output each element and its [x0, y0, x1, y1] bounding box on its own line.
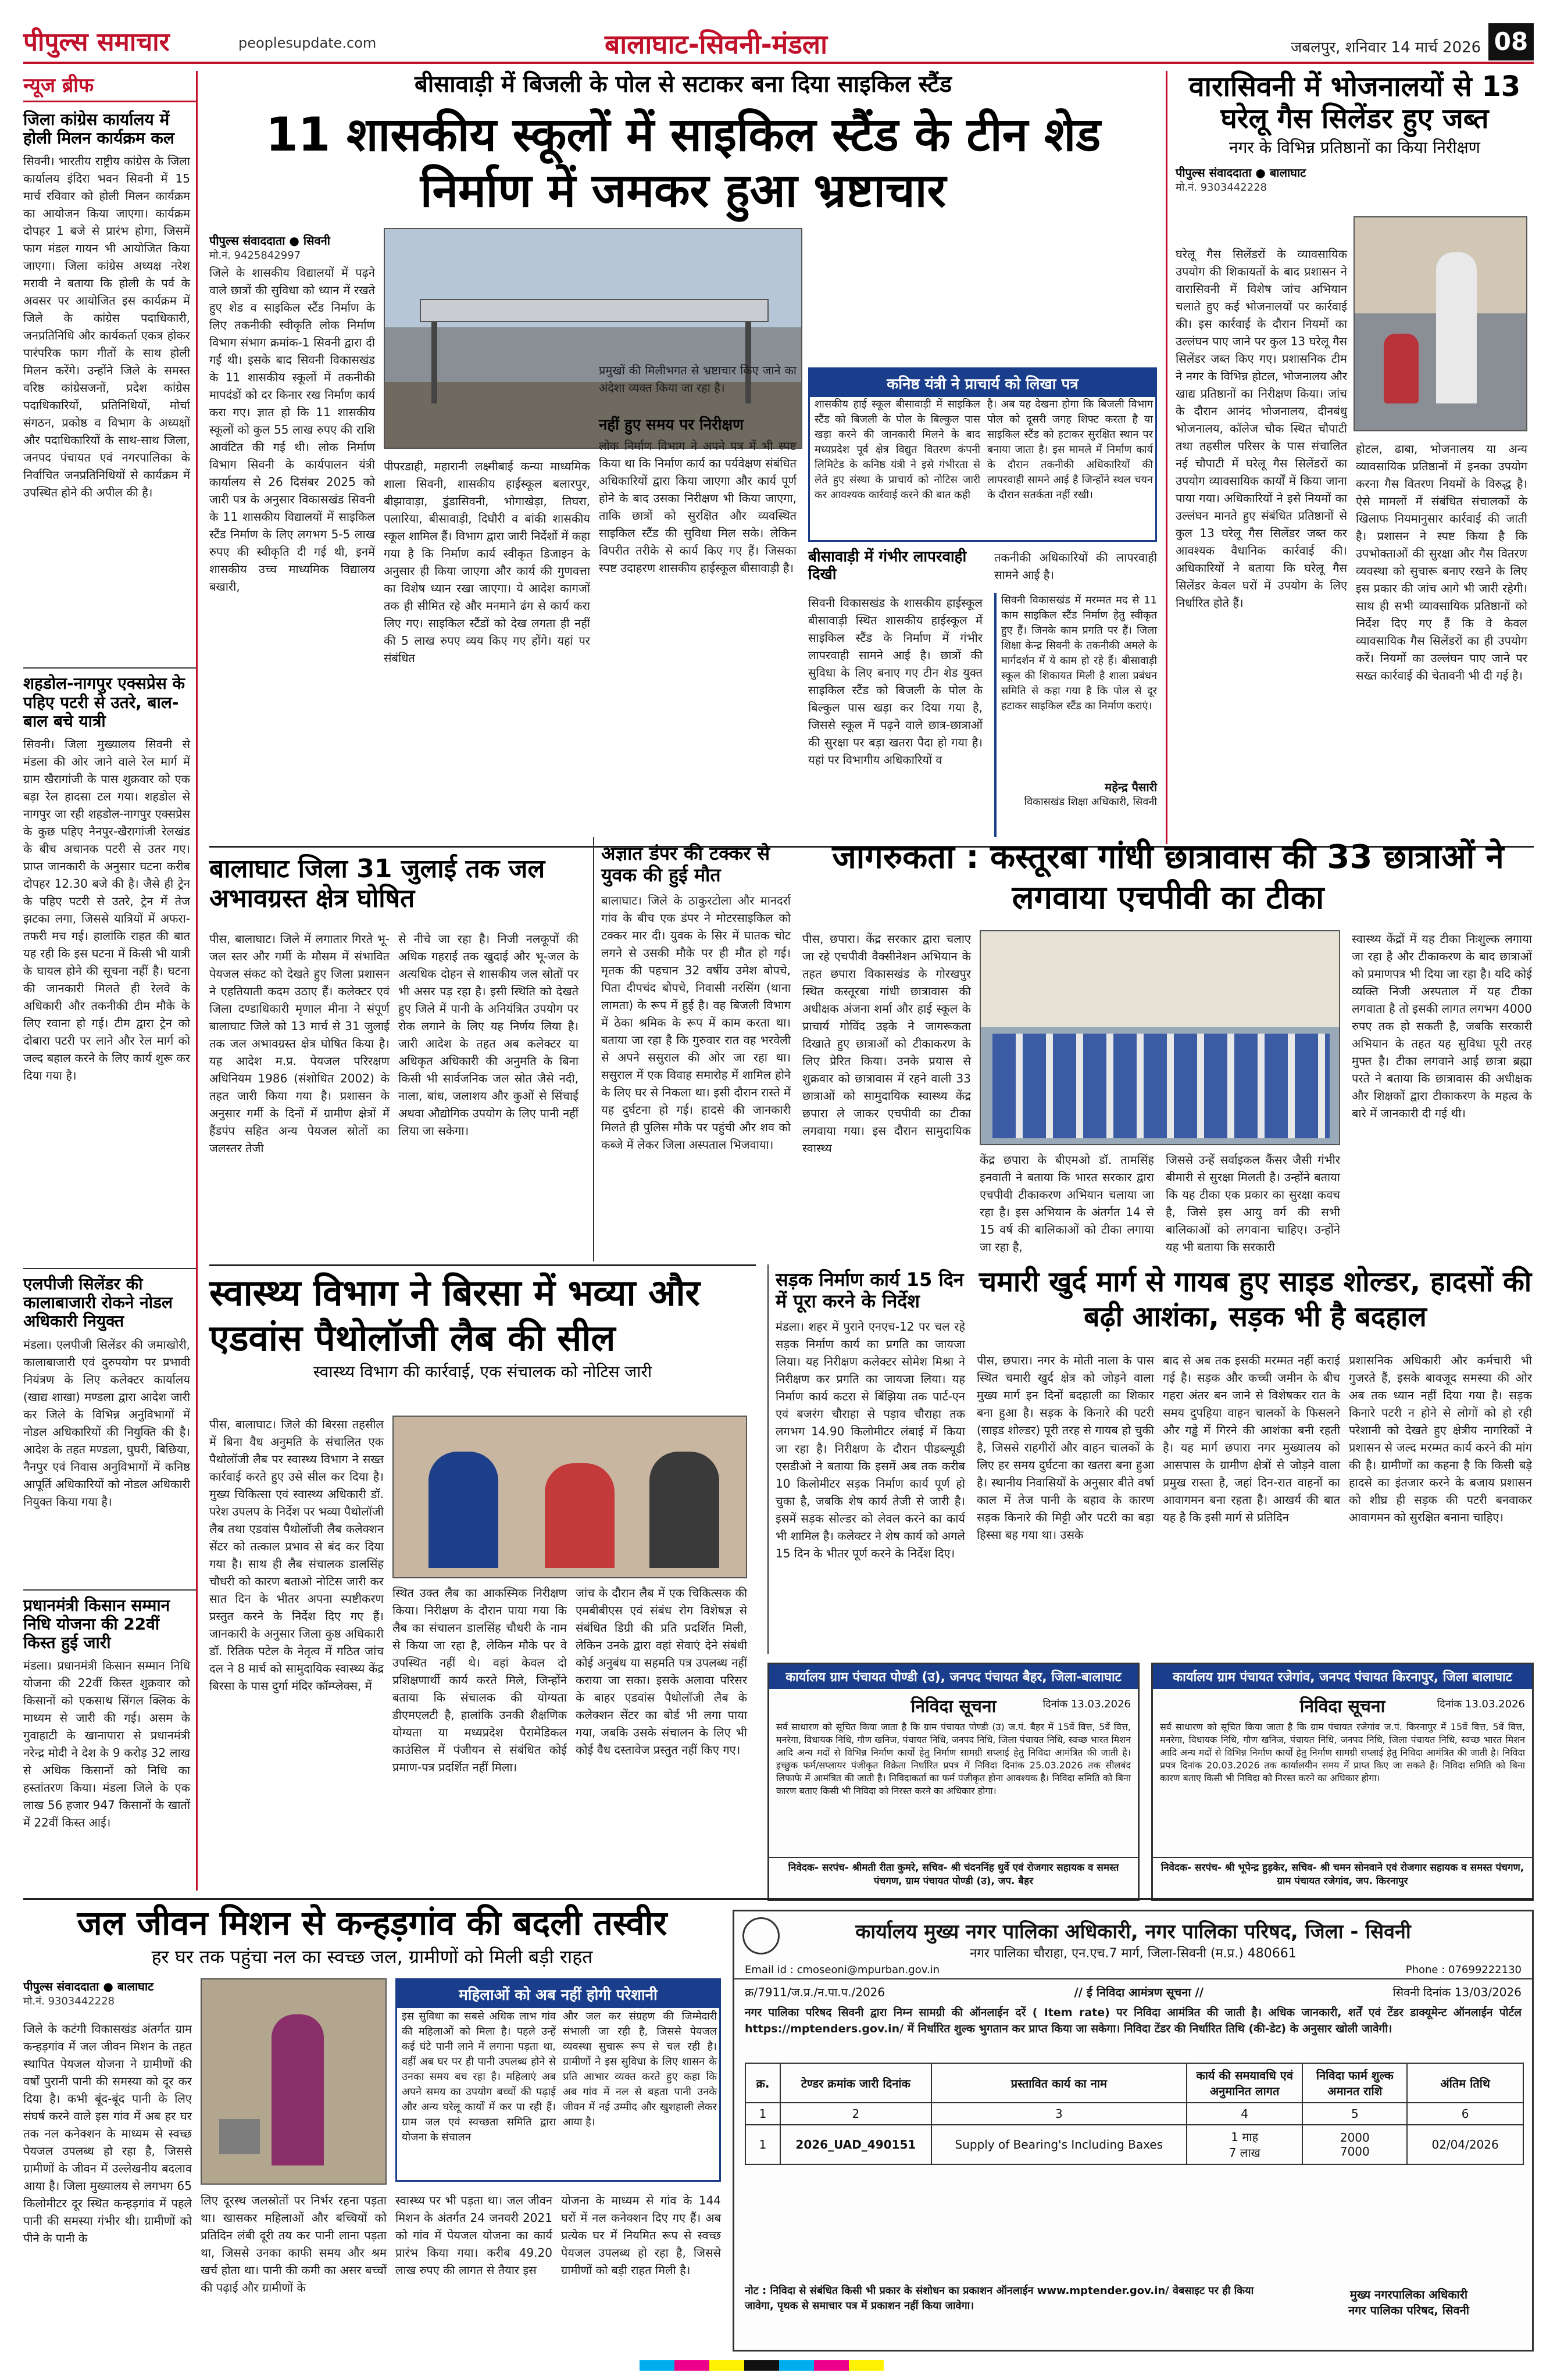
story9-photo — [201, 1978, 387, 2185]
quote-text: सिवनी विकासखंड में मरम्मत मद से 11 काम साइकिल स्टैंड निर्माण हेतु स्वीकृत हुए हैं। जिनके काम प्रगति पर हैं। जिला शिक्षा केन्द्र सिवनी के तकनीकी अमले के मार्गदर्शन में ये काम हो रहे हैं। बीसावाड़ी स्कूल की शिकायत मिली है शाला प्रबंधन समिति से कहा गया है कि पोल से दूर हटाकर साइकिल स्टैंड का निर्माण कराएं। — [1001, 594, 1157, 712]
story5-photo — [980, 930, 1340, 1145]
story3-col1: पीस, बालाघाट। जिले में लगातार गिरते भू-जल स्तर और गर्मी के मौसम में संभावित पेयजल संकट को देखते हुए जिला प्रशासन ने एहतियाती कदम उठाए हैं। कलेक्टर एवं जिला दण्डाधिकारी मृणाल मीना ने संपूर्ण बालाघाट जिले को 13 मार्च से 31 जुलाई तक जल अभावग्रस्त क्षेत्र घोषित किया है। यह आदेश म.प्र. पेयजल परिरक्षण अधिनियम 1986 (संशोधित 2002) के तहत जारी किया गया है। प्रशासन के अनुसार गर्मी के दिनों में ग्रामीण क्षेत्रों में हैंडपंप सहित अन्य पेयजल स्रोतों का जलस्तर तेजी — [209, 932, 390, 1155]
story5-col3: जिससे उन्हें सर्वाइकल कैंसर जैसी गंभीर बीमारी से सुरक्षा मिलती है। उन्होंने बताया कि यह टीका एक प्रकार का सुरक्षा कवच है, जिसे इस आयु वर्ग की सभी बालिकाओं को लगवाना चाहिए। उन्होंने यह भी बताया कि सरकारी — [1166, 1153, 1340, 1254]
quote-title: विकासखंड शिक्षा अधिकारी, सिवनी — [1024, 796, 1157, 808]
story1-kicker: बीसावाड़ी में बिजली के पोल से सटाकर बना दिया साइकिल स्टैंड — [414, 71, 952, 98]
story9-headline: जल जीवन मिशन से कन्हड़गांव की बदली तस्वीर — [77, 1903, 667, 1943]
story2-col2: होटल, ढाबा, भोजनालय या अन्य व्यावसायिक प्रतिष्ठानों में इनका उपयोग करना गैस वितरण नियमों के विरुद्ध है। ऐसे मामलों में संबंधित संचालकों के खिलाफ नियमानुसार कार्रवाई की जाती है। प्रशासन ने स्पष्ट किया है कि उपभोक्ताओं की सुरक्षा और गैस वितरण व्यवस्था को सुचारू बनाए रखने के लिए इस प्रकार की जांच आगे भी जारी रहेगी। साथ ही सभी व्यावसायिक प्रतिष्ठानों को निर्देश दिए गए हैं कि वे केवल व्यावसायिक गैस सिलेंडरों का ही उपयोग करें। नियमों का उल्लंघन पाए जाने पर सख्त कार्रवाई की चेतावनी भी दी गई है। — [1356, 442, 1527, 682]
quote-name: महेन्द्र पैसारी — [1105, 780, 1157, 794]
letter-col1: शासकीय हाई स्कूल बीसावाड़ी में साइकिल स्टैंड को बिजली के पोल के बिल्कुल पास खड़ा करने की जानकारी मिलने के बाद मध्यप्रदेश पूर्व क्षेत्र विद्युत वितरण कंपनी लिमिटेड के कनिष्ठ यंत्री ने इसे गंभीरता से लेते हुए संस्था के प्राचार्य को नोटिस जारी कर आवश्यक कार्रवाई करने की बात कही — [815, 398, 980, 501]
story9-col3: स्वास्थ्य पर भी पड़ता था। जल जीवन मिशन के अंतर्गत 24 जनवरी 2021 को गांव में पेयजल योजना का कार्य प्रारंभ किया गया। करीब 49.20 लाख रुपए की लागत से तैयार इस — [395, 2193, 552, 2277]
tender3-idx-4: 5 — [1302, 2103, 1407, 2125]
story2-photo — [1354, 216, 1527, 431]
brief-4-title: प्रधानमंत्री किसान सम्मान निधि योजना की 22वीं किस्त हुई जारी — [23, 1589, 196, 1653]
story5-headline: जागरुकता : कस्तूरबा गांधी छात्रावास की 33 छात्राओं ने लगवाया एचपीवी का टीका — [832, 838, 1504, 917]
news-brief-column — [23, 71, 198, 1891]
women-bar: महिलाओं को अब नहीं होगी परेशानी — [397, 1980, 719, 2008]
story6-col1: पीस, बालाघाट। जिले की बिरसा तहसील में बिना वैध अनुमति के संचालित एक पैथोलॉजी लैब पर स्वास्थ्य विभाग ने सख्त कार्रवाई करते हुए उसे सील कर दिया है। मुख्य चिकित्सा एवं स्वास्थ्य अधिकारी डॉ. परेश उपलप के निर्देश पर भव्या पैथोलॉजी लैब तथा एडवांस पैथोलॉजी लैब कलेक्शन सेंटर को तत्काल प्रभाव से बंद कर दिया गया है। साथ ही लैब संचालक डालसिंह चौधरी को कारण बताओ नोटिस जारी कर सात दिन के भीतर अपना स्पष्टीकरण प्रस्तुत करने के निर्देश दिए गए हैं। जानकारी के अनुसार जिला कुष्ठ अधिकारी डॉ. रितिक पटेल के नेतृत्व में गठित जांच दल ने 8 मार्च को सामुदायिक स्वास्थ्य केंद्र बिरसा के पास दुर्गा मंदिर कॉम्प्लेक्स, में — [209, 1417, 384, 1693]
tender3-phone: Phone : 07699222130 — [1405, 1964, 1522, 1976]
tender1-title: निविदा सूचना — [910, 1696, 997, 1717]
story5-col1: पीस, छपारा। केंद्र सरकार द्वारा चलाए जा रहे एचपीवी वैक्सीनेशन अभियान के तहत छपारा विकासखंड के गोरखपुर स्थित कस्तूरबा गांधी छात्रावास की अधीक्षक अंजना शर्मा और हाई स्कूल के प्राचार्य गोविंद उइके ने जागरूकता दिखाते हुए छात्राओं को टीकाकरण के लिए प्रेरित किया। उनके प्रयास से शुक्रवार को छात्रावास में रहने वाली 33 छात्राओं को सामुदायिक स्वास्थ्य केंद्र छपारा ले जाकर एचपीवी का टीका लगवाया गया। इस दौरान सामुदायिक स्वास्थ्य — [802, 932, 971, 1155]
tender1-sign: निवेदक- सरपंच- श्रीमती रीता कुमरे, सचिव- श्री चंदननिंह धुर्वे एवं रोजगार सहायक व समस्त पंचगण, ग्राम पंचायत पोण्डी (उ), जप. बैहर — [769, 1857, 1138, 1889]
brief-2-body: सिवनी। जिला मुख्यालय सिवनी से मंडला की ओर जाने वाले रेल मार्ग में ग्राम खैरागांजी के पास शुक्रवार को एक बड़ा रेल हादसा टल गया। शहडोल से नागपुर जा रही शहडोल-नागपुर एक्सप्रेस के कुछ पहिए नैनपुर-खैरागांजी रेलखंड के बीच अचानक पटरी से उतर गए। प्राप्त जानकारी के अनुसार घटना करीब दोपहर 12.30 बजे की है। जैसे ही ट्रेन के पहिए पटरी से उतरे, ट्रेन में तेज झटका लगा, जिससे यात्रियों में अफरा-तफरी मच गई। हालांकि राहत की बात यह रही कि इस घटना में किसी भी यात्री के घायल होने की सूचना नहीं है। घटना की जानकारी मिलते ही रेलवे के अधिकारी और तकनीकी टीम मौके के लिए रवाना हो गई। टीम द्वारा ट्रेन को दोबारा पटरी पर लाने और रेल मार्ग को जल्द बहाल करने के लिए कार्य शुरू कर दिया गया है। — [23, 737, 190, 1083]
news-brief-label: न्यूज ब्रीफ — [23, 71, 196, 102]
dateline: जबलपुर, शनिवार 14 मार्च 2026 — [1291, 39, 1481, 56]
tender3-table — [745, 2063, 1524, 2165]
brief-4-body: मंडला। प्रधानमंत्री किसान सम्मान निधि योजना की 22वीं किस्त शुक्रवार को किसानों को एकसाथ सिंगल क्लिक के माध्यम से जारी की गई। असम के गुवाहाटी के खानापारा से प्रधानमंत्री नरेन्द्र मोदी ने देश के 9 करोड़ 32 लाख से अधिक किसानों को निधि का हस्तांतरण किया। मंडला जिले के एक लाख 56 हजार 947 किसानों के खातों में 22वीं किस्त आई। — [23, 1659, 190, 1830]
story9-col1: जिले के कटंगी विकासखंड अंतर्गत ग्राम कन्हड़गांव में जल जीवन मिशन के तहत स्थापित पेयजल योजना ने ग्रामीणों की वर्षों पुरानी पानी की समस्या को दूर कर दिया है। कभी बूंद-बूंद पानी के लिए संघर्ष करने वाले इस गांव में अब हर घर तक नल कनेक्शन के माध्यम से स्वच्छ पेयजल उपलब्ध हो रहा है, जिससे ग्रामीणों के जीवन में उल्लेखनीय बदलाव आया है। जिला मुख्यालय से लगभग 65 किलोमीटर दूर स्थित कन्हड़गांव में पहले पानी की समस्या गंभीर थी। ग्रामीणों को पीने के पानी के — [23, 2022, 192, 2245]
brief-2-title: शहडोल-नागपुर एक्सप्रेस के पहिए पटरी से उतरे, बाल-बाल बचे यात्री — [23, 667, 196, 731]
story2-mobile: मो.नं. 9303442228 — [1176, 181, 1267, 194]
brief-1-body: सिवनी। भारतीय राष्ट्रीय कांग्रेस के जिला कार्यालय इंदिरा भवन सिवनी में 15 मार्च रविवार को होली मिलन कार्यक्रम का आयोजन किया जाएगा। कार्यक्रम दोपहर 1 बजे से प्रारंभ होगा, जिसमें फाग मंडल गायन भी आयोजित किया जाएगा। जिला कांग्रेस अध्यक्ष नरेश मरावी ने बताया कि होली के पर्व के अवसर पर आयोजित इस कार्यक्रम में जिले के कांग्रेस पदाधिकारी, जनप्रतिनिधि और कार्यकर्ता एकत्र होकर पारंपरिक फाग गीतों के साथ होली मिलन करेंगे। उन्होंने जिले के समस्त वरिष्ठ कांग्रेसजनों, प्रदेश कांग्रेस पदाधिकारियों, प्रतिनिधियों, मोर्चा संगठन, प्रकोष्ठ व विभाग के अध्यक्षों और पदाधिकारियों के साथ-साथ जिला, जनपद पंचायत एवं नगरपालिका के निर्वाचित जनप्रतिनिधियों से कार्यक्रम में उपस्थित होने की अपील की है। — [23, 154, 190, 500]
edition-title: बालाघाट-सिवनी-मंडला — [605, 28, 827, 60]
story1-neg-col1: सिवनी विकासखंड के शासकीय हाईस्कूल बीसावाड़ी स्थित शासकीय हाईस्कूल में साइकिल स्टैंड के निर्माण में गंभीर लापरवाही सामने आई है। छात्रों की सुविधा के लिए बनाए गए टीन शेड युक्त साइकिल स्टैंड को बिजली के पोल के बिल्कुल पास खड़ा कर दिया गया है, जिससे स्कूल में पढ़ने वाले छात्र-छात्राओं की सुरक्षा पर बड़ा खतरा पैदा हो गया है। यहां पर विभागीय अधिकारियों व — [808, 596, 983, 767]
story3-headline: बालाघाट जिला 31 जुलाई तक जल अभावग्रस्त क्षेत्र घोषित — [209, 854, 545, 913]
brief-3-body: मंडला। एलपीजी सिलेंडर की जमाखोरी, कालाबाजारी एवं दुरुपयोग पर प्रभावी नियंत्रण के लिए कलेक्टर कार्यालय (खाद्य शाखा) मण्डला द्वारा आदेश जारी कर जिले के विभिन्न अनुविभागों में नोडल अधिकारियों की नियुक्ति की है। आदेश के तहत मण्डला, घुघरी, बिछिया, नैनपुर एवं निवास अनुविभागों में कनिष्ठ आपूर्ति अधिकारियों को नोडल अधिकारी नियुक्त किया गया है। — [23, 1337, 190, 1509]
tender3-notice-title: // ई निविदा आमंत्रण सूचना // — [1074, 1985, 1204, 1999]
story-hpv-vaccine — [802, 837, 1534, 1256]
tender3-idx-3: 4 — [1187, 2103, 1303, 2125]
story5-col4: स्वास्थ्य केंद्रों में यह टीका निःशुल्क लगाया जा रहा है और टीकाकरण के बाद छात्राओं को प्रमाणपत्र भी दिया जा रहा है। यदि कोई व्यक्ति निजी अस्पताल में यह टीका लगवाता है तो इसकी लागत लगभग 4000 रुपए तक हो सकती है, जबकि सरकारी अभियान के तहत यह सुविधा पूरी तरह मुफ्त है। टीका लगवाने आई छात्रा ब्रह्मा परते ने बताया कि छात्रावास की अधीक्षक और शिक्षकों द्वारा टीकाकरण के महत्व के बारे में जानकारी दी गई थी। — [1352, 932, 1532, 1120]
story-dumper-accident — [593, 837, 791, 1262]
story9-byline-block — [23, 1978, 198, 2008]
story9-byline: पीपुल्स संवाददाता ● बालाघाट — [23, 1979, 154, 1993]
tender3-sign1: मुख्य नगरपालिका अधिकारी — [1349, 2288, 1468, 2302]
quote-box — [994, 593, 1157, 837]
story1-byline: पीपुल्स संवाददाता ● सिवनी — [209, 234, 330, 248]
story1-col2: पीपरडाही, महारानी लक्ष्मीबाई कन्या माध्यमिक शाला सिवनी, शासकीय हाईस्कूल बलारपुर, बीझावाड़ा, डुंडासिवनी, भोगाखेड़ा, तिघरा, पलारिया, बीसावाड़ी, दिघौरी व बांकी शासकीय स्कूल शामिल हैं। विभाग द्वारा जारी निर्देशों में कहा गया है कि निर्माण कार्य स्वीकृत डिजाइन के अनुसार ही किया जाएगा और कार्य की गुणवत्ता का विशेष ध्यान रखा जाएगा। ये आदेश कागजों तक ही सीमित रहे और मनमाने ढंग से कार्य करा लिए गए। साइकिल स्टैंडों को देख लगता ही नहीं की 5 लाख रुपए व्यय किए गए होंगे। यहां पर संबंधित — [384, 459, 590, 665]
story-jal-jeevan — [23, 1904, 721, 2352]
story6-headline: स्वास्थ्य विभाग ने बिरसा में भव्या और एडवांस पैथोलॉजी लैब की सील — [209, 1271, 700, 1359]
tender3-ref: क्र/7911/ज.प्र./न.पा.प./2026 — [745, 1985, 885, 1999]
story3-col2: से नीचे जा रहा है। निजी नलकूपों की अधिक गहराई तक खुदाई और भू-जल के अत्यधिक दोहन से शासकीय जल स्रोतों पर भी असर पड़ रहा है। इसी स्थिति को देखते हुए जिले में पानी के अनियंत्रित उपयोग पर रोक लगाने के लिए यह निर्णय लिया है। जारी आदेश के तहत अब कलेक्टर या अधिकृत अधिकारी की अनुमति के बिना किसी भी सार्वजनिक जल स्रोत जैसे नदी, नाला, बांध, जलाशय और कुओं से सिंचाई अथवा औद्योगिक उपयोग के लिए पानी नहीं लिया जा सकेगा। — [398, 932, 578, 1138]
tender3-email: Email id : cmoseoni@mpurban.gov.in — [745, 1964, 940, 1976]
story2-sub: नगर के विभिन्न प्रतिष्ठानों का किया निरीक्षण — [1229, 138, 1480, 158]
print-color-bar — [640, 2360, 930, 2372]
tender3-idx-1: 2 — [780, 2103, 931, 2125]
tender3-th-3: कार्य की समयावधि एवं अनुमानित लागत — [1187, 2063, 1303, 2103]
tender3-idx-0: 1 — [745, 2103, 780, 2125]
emblem-icon — [742, 1917, 780, 1954]
tender2-body: सर्व साधारण को सूचित किया जाता है कि ग्राम पंचायत रजेगांव ज.पं. किरनापुर में 15वें वित्त, 5वें वित्त, मनरेगा, विधायक निधि, गौण खनिज, पंचायत निधि, जनपद निधि, जिला पंचायत निधि, स्वच्छ भारत मिशन आदि अन्य मदों से विभिन्न निर्माण कार्यों हेतु निर्माण सामग्री सप्लाई हेतु निविदा आमंत्रित की जाती है। निविदा प्रपत्र दिनांक 20.03.2026 तक कार्यालयीन समय में प्राप्त किए जा सकते हैं। निविदा समिति को बिना कारण बताए किसी भी निविदा को निरस्त करने का अधिकार होगा। — [1160, 1721, 1525, 1784]
story-pathology-seal — [209, 1270, 756, 1774]
tender3-th-0: क्र. — [745, 2063, 780, 2103]
story9-col4: योजना के माध्यम से गांव के 144 घरों में नल कनेक्शन दिए गए हैं। अब प्रत्येक घर में नियमित रूप से स्वच्छ पेयजल उपलब्ध हो रहा है, जिससे ग्रामीणों को बड़ी राहत मिली है। — [561, 2193, 721, 2277]
letter-box — [808, 367, 1157, 542]
tender3-cell-work: Supply of Bearing's Including Baxes — [931, 2125, 1187, 2164]
story1-col3b: लोक निर्माण विभाग ने अपने पत्र में भी स्पष्ट किया था कि निर्माण कार्य का पर्यवेक्षण संबंधित अधिकारियों द्वारा किया जाएगा और कार्य पूर्ण होने के बाद उसका निरीक्षण भी किया जाएगा, ताकि छात्रों को सुरक्षित और व्यवस्थित साइकिल स्टैंड की सुविधा मिल सके। लेकिन विपरीत तरीके से कार्य किए गए हैं। जिसका स्पष्ट उदाहरण शासकीय हाईस्कूल बीसावाड़ी है। — [599, 439, 797, 575]
brief-1-title: जिला कांग्रेस कार्यालय में होली मिलन कार्यक्रम कल — [23, 110, 174, 148]
tender3-cell-no: 1 — [745, 2125, 780, 2164]
page-number: 08 — [1488, 23, 1534, 60]
story1-headline: 11 शासकीय स्कूलों में साइकिल स्टैंड के टीन शेड निर्माण में जमकर हुआ भ्रष्टाचार — [265, 108, 1101, 217]
newspaper-logo: पीपुल्स समाचार — [23, 27, 170, 57]
story8-col1: पीस, छपारा। नगर के मोती नाला के पास स्थित चमारी खुर्द क्षेत्र को जोड़ने वाला मुख्य मार्ग इन दिनों बदहाली का शिकार बना हुआ है। सड़क के किनारे की पटरी (साइड शोल्डर) पूरी तरह से गायब हो चुकी है, जिससे राहगीरों और वाहन चालकों के लिए हर समय दुर्घटना का खतरा बना हुआ है। स्थानीय निवासियों के अनुसार बीते वर्षा काल में तेज पानी के बहाव के कारण सड़क किनारे की मिट्टी और पटरी का बड़ा हिस्सा बह गया था। उसके — [977, 1353, 1154, 1542]
tender3-cell-last-date: 02/04/2026 — [1407, 2125, 1523, 2164]
masthead — [23, 23, 1534, 64]
story6-col2: स्थित उक्त लैब का आकस्मिक निरीक्षण किया। निरीक्षण के दौरान पाया गया कि लैब का संचालन डालसिंह चौधरी के नाम से किया जा रहा है, लेकिन मौके पर वे उपस्थित नहीं थे। वहां केवल दो प्रशिक्षणार्थी कार्य करते मिले, जिन्होंने बताया कि संचालक की योग्यता डीएमएलटी है, हालांकि उनकी शैक्षणिक योग्यता या मध्यप्रदेश पैरामेडिकल काउंसिल में पंजीयन से संबंधित कोई प्रमाण-पत्र प्रदर्शित नहीं मिला। — [392, 1586, 567, 1774]
story-road-construction — [767, 1264, 965, 1654]
story2-byline: पीपुल्स संवाददाता ● बालाघाट — [1176, 165, 1306, 180]
brief-3-title: एलपीजी सिलेंडर की कालाबाजारी रोकने नोडल अधिकारी नियुक्त — [23, 1268, 196, 1331]
divider-3 — [23, 1898, 1534, 1900]
story5-col2: केंद्र छपारा के बीएमओ डॉ. तामसिंह इनवाती ने बताया कि भारत सरकार द्वारा एचपीवी टीकाकरण अभियान चलाया जा रहा है। इस अभियान के अंतर्गत 14 से 15 वर्ष की बालिकाओं को टीका लगाया जा रहा है, — [980, 1153, 1154, 1254]
story4-col1: बालाघाट। जिले के ठाकुरटोला और मानदर्रा गांव के बीच एक डंपर ने मोटरसाइकिल को टक्कर मार दी। युवक के सिर में घातक चोट लगने से उसकी मौके पर ही मौत हो गई। मृतक की पहचान 32 वर्षीय उमेश बोपचे, पिता दीपचंद बोपचे, निवासी नरसिंग (थाना लामता) के रूप में हुई है। वह बिजली विभाग में ठेका श्रमिक के रूप में काम करता था। बताया जा रहा है कि गुरुवार रात वह भरवेली से अपने ससुराल की ओर जा रहा था। ससुराल में एक विवाह समारोह में शामिल होने के लिए घर से निकला था। इसी दौरान रास्ते में यह दुर्घटना हो गई। हादसे की जानकारी मिलते ही पुलिस मौके पर पहुंची और शव को कब्जे में लेकर जिला अस्पताल भिजवाया। — [601, 893, 791, 1152]
tender3-cell-duration: 1 माह 7 लाख — [1187, 2125, 1303, 2164]
tender3-th-2: प्रस्तावित कार्य का नाम — [931, 2063, 1187, 2103]
tender3-th-1: टेण्डर क्रमांक जारी दिनांक — [780, 2063, 931, 2103]
tender3-note: नोट : निविदा से संबंधित किसी भी प्रकार के संशोधन का प्रकाशन ऑनलाईन www.mptender.gov.in/ वेबसाइट पर ही किया जावेगा, पृथक से समाचार पत्र में प्रकाशन नहीं किया जावेगा। — [745, 2285, 1254, 2312]
tender3-idx-5: 6 — [1407, 2103, 1523, 2125]
women-box — [395, 1978, 721, 2182]
story-cycle-stand — [209, 71, 1157, 844]
tender3-idx-2: 3 — [931, 2103, 1187, 2125]
letter-col2: है। अब यह देखना होगा कि बिजली विभाग पोल को दूसरी जगह शिफ्ट करता है या साइकिल स्टैंड को हटाकर सुरक्षित स्थान पर बनाया जाता है। इस मामले में निर्माण कार्य के दौरान तकनीकी अधिकारियों की लापरवाही सामने आई है जिन्होंने स्थल चयन के दौरान सतर्कता नहीं रखी। — [987, 398, 1153, 501]
story1-subhead-negligence: बीसावाड़ी में गंभीर लापरवाही दिखी — [808, 548, 967, 583]
story8-col3: प्रशासनिक अधिकारी और कर्मचारी भी गुजरते हैं, इसके बावजूद समस्या की ओर अब तक ध्यान नहीं दिया गया है। सड़क किनारे पटरी न होने से लोगों को हो रही परेशानी को देखते हुए क्षेत्रीय नागरिकों ने प्रशासन से जल्द मरम्मत कार्य करने की मांग की है। ग्रामीणों का कहना है कि किसी बड़े हादसे का इंतजार करने के बजाय प्रशासन को शीघ्र ही सड़क की पटरी बनवाकर आवागमन को सुरक्षित बनाना चाहिए। — [1349, 1353, 1532, 1524]
tender1-date: दिनांक 13.03.2026 — [1042, 1698, 1131, 1710]
story9-col2: लिए दूरस्थ जलस्रोतों पर निर्भर रहना पड़ता था। खासकर महिलाओं और बच्चियों को प्रतिदिन लंबी दूरी तय कर पानी लाना पड़ता था, जिससे उनका काफी समय और श्रम खर्च होता था। पानी की कमी का असर बच्चों की पढ़ाई और ग्रामीणों के — [201, 2193, 387, 2295]
story6-col3: जांच के दौरान लैब में एक चिकित्सक की एमबीबीएस एवं संबंध रोग विशेषज्ञ से संबंधित डिग्री की प्रति प्रदर्शित मिली, लेकिन उनके द्वारा वहां सेवाएं देने संबंधी कोई अनुबंध या सहमति पत्र उपलब्ध नहीं कराया जा सका। इसके अलावा परिसर के बाहर एडवांस पैथोलॉजी लैब के कलेक्शन सेंटर का बोर्ड भी लगा पाया गया, जबकि उसके संचालन के लिए भी कोई वैध दस्तावेज प्रस्तुत नहीं किए गए। — [576, 1586, 747, 1757]
tender1-office: कार्यालय ग्राम पंचायत पोण्डी (उ), जनपद पंचायत बैहर, जिला-बालाघाट — [769, 1664, 1138, 1689]
story9-sub: हर घर तक पहुंचा नल का स्वच्छ जल, ग्रामीणों को मिली बड़ी राहत — [151, 1945, 593, 1968]
women-col1: इस सुविधा का सबसे अधिक लाभ गांव की महिलाओं को मिला है। पहले उन्हें कई घंटे पानी लाने में लगाना पड़ता था, वहीं अब घर पर ही पानी उपलब्ध होने से उनका समय बच रहा है। महिलाएं अब अपने समय का उपयोग बच्चों की पढ़ाई और अन्य घरेलू कार्यों में कर पा रही हैं। ग्राम जल एवं स्वच्छता समिति द्वारा योजना के संचालन — [402, 2010, 556, 2143]
divider-2 — [209, 1264, 756, 1266]
story7-headline: सड़क निर्माण कार्य 15 दिन में पूरा करने के निर्देश — [776, 1268, 964, 1312]
story1-col3a: प्रमुखों की मिलीभगत से भ्रष्टाचार किए जाने का अंदेशा व्यक्त किया जा रहा है। — [599, 363, 797, 395]
tender3-cell-fee: 2000 7000 — [1302, 2125, 1407, 2164]
story8-col2: बाद से अब तक इसकी मरम्मत नहीं कराई गई है। सड़क और कच्ची जमीन के बीच गहरा अंतर बन जाने से विशेषकर रात के समय दुपहिया वाहन चालकों के फिसलने और गड्ढे में गिरने की आशंका बनी रहती है। यह मार्ग छपारा नगर मुख्यालय को आसपास के ग्रामीण क्षेत्रों से जोड़ने वाला प्रमुख रास्ता है, जहां दिन-रात वाहनों का आवागमन बना रहता है। आखर्य की बात यह है कि इसी मार्ग से प्रतिदिन — [1163, 1353, 1340, 1524]
tender2-date: दिनांक 13.03.2026 — [1437, 1698, 1525, 1710]
tender3-intro: नगर पालिका परिषद सिवनी द्वारा निम्न सामग्री की ऑनलाईन दरें ( Item rate) पर निविदा आमंत्रित की जाती है। अधिक जानकारी, शर्तें एवं टेंडर डाक्यूमेन्ट ऑनलाईन पोर्टल https://mptenders.gov.in/ में निर्धारित शुल्क भुगतान कर प्राप्त किया जा सकेगा। निविदा टेंडर की निर्धारित तिथि (की-डेट) के अनुसार खोली जावेगी। — [745, 2006, 1522, 2035]
story-road-shoulder — [977, 1264, 1534, 1654]
story6-photo — [392, 1416, 747, 1578]
story-gas-cylinders — [1166, 71, 1534, 844]
tender2-title: निविदा सूचना — [1299, 1696, 1385, 1717]
story9-mobile: मो.नं. 9303442228 — [23, 1995, 115, 2007]
story2-col1: घरेलू गैस सिलेंडरों के व्यावसायिक उपयोग की शिकायतों के बाद प्रशासन ने वारासिवनी में विशेष जांच अभियान चलाते हुए कई भोजनालयों पर कार्रवाई की। इस कार्रवाई के दौरान नियमों का उल्लंघन पाए जाने पर कुल 13 घरेलू गैस सिलेंडर जब्त किए गए। प्रशासनिक टीम ने नगर के विभिन्न होटल, भोजनालय और खाद्य प्रतिष्ठानों का निरीक्षण किया। जांच के दौरान आनंद भोजनालय, दीनबंधु भोजनालय, कॉलेज चौक स्थित चौपाटी तथा तहसील परिसर के पास संचालित नई चौपाटी में घरेलू गैस सिलेंडरों का उपयोग व्यावसायिक कार्यों में किया जाना पाया गया। अधिकारियों ने इसे नियमों का उल्लंघन मानते हुए संबंधित प्रतिष्ठानों से कुल 13 घरेलू गैस सिलेंडर जब्त कर आवश्यक वैधानिक कार्रवाई की। अधिकारियों ने बताया कि घरेलू गैस सिलेंडर केवल घरों में उपयोग के लिए निर्धारित होते हैं। — [1176, 247, 1347, 610]
story-water-scarcity — [209, 855, 581, 1262]
women-col2: और जल कर संग्रहण की जिम्मेदारी संभाली जा रही है, जिससे पेयजल व्यवस्था सुचारू रूप से चल रही है। ग्रामीणों ने इस सुविधा के लिए शासन के प्रति आभार व्यक्त करते हुए कहा कि अब गांव में नल से बहता पानी उनके जीवन में नई उम्मीद और खुशहाली लेकर आया है। — [563, 2010, 717, 2128]
tender3-office: कार्यालय मुख्य नगर पालिका अधिकारी, नगर पालिका परिषद, जिला - सिवनी — [855, 1920, 1411, 1943]
story1-subhead-time: नहीं हुए समय पर निरीक्षण — [599, 416, 744, 434]
table-row — [745, 2125, 1523, 2164]
tender3-th-4: निविदा फार्म शुल्क अमानत राशि — [1302, 2063, 1407, 2103]
tender3-sign2: नगर पालिका परिषद, सिवनी — [1348, 2303, 1469, 2317]
story1-col1: जिले के शासकीय विद्यालयों में पढ़ने वाले छात्रों की सुविधा को ध्यान में रखते हुए शेड व साइकिल स्टैंड निर्माण के लिए तकनीकी स्वीकृति लोक निर्माण विभाग संभाग क्रमांक-1 सिवनी द्वारा दी गई थी। इसके बाद सिवनी विकासखंड के 11 शासकीय स्कूलों में तकनीकी मापदंडों को दर किनार रख निर्माण कार्य करा गए। ज्ञात हो कि 11 शासकीय स्कूलों को कुल 55 लाख रुपए की राशि आवंटित की गई थी। लोक निर्माण विभाग सिवनी के कार्यपालन यंत्री कार्यालय से 26 दिसंबर 2025 को जारी पत्र के अनुसार विकासखंड सिवनी के 11 शासकीय विद्यालयों में साइकिल स्टैंड निर्माण के लिए लगभग 5-5 लाख रुपए की स्वीकृति दी गई थी, इनमें शासकीय उच्च माध्यमिक विद्यालय बखारी, — [209, 266, 375, 594]
site-url[interactable]: peoplesupdate.com — [238, 35, 377, 51]
story4-headline: अज्ञात डंपर की टक्कर से युवक की हुई मौत — [601, 842, 770, 886]
tender1-body: सर्व साधारण को सूचित किया जाता है कि ग्राम पंचायत पोण्डी (उ) ज.पं. बैहर में 15वें वित्त, 5वें वित्त, मनरेगा, विधायक निधि, गौण खनिज, पंचायत निधि, जनपद निधि, जिला पंचायत निधि, स्वच्छ भारत मिशन आदि अन्य मदों से विभिन्न निर्माण कार्यों हेतु निर्माण सामग्री सप्लाई हेतु निविदा आमंत्रित की जाती है। इच्छुक फर्म/सप्लायर पंजीकृत विक्रेता निर्धारित प्रपत्र में निविदा दिनांक 25.03.2026 तक सीलबंद लिफाफे में आमंत्रित की जाती है। निविदाकर्ता का फर्म पंजीकृत होना आवश्यक है। निविदा समिति को बिना कारण बताए किसी भी निविदा को निरस्त करने का अधिकार होगा। — [776, 1721, 1131, 1796]
letter-bar: कनिष्ठ यंत्री ने प्राचार्य को लिखा पत्र — [810, 369, 1155, 397]
tender2-office: कार्यालय ग्राम पंचायत रजेगांव, जनपद पंचायत किरनापुर, जिला बालाघाट — [1153, 1664, 1532, 1689]
story6-sub: स्वास्थ्य विभाग की कार्रवाई, एक संचालक को नोटिस जारी — [313, 1362, 652, 1381]
tender-rajegaon — [1151, 1663, 1534, 1901]
story8-headline: चमारी खुर्द मार्ग से गायब हुए साइड शोल्डर, हादसों की बढ़ी आशंका, सड़क भी है बदहाल — [979, 1266, 1532, 1333]
story7-col1: मंडला। शहर में पुराने एनएच-12 पर चल रहे सड़क निर्माण कार्य का प्रगति का जायजा लिया। यह निरीक्षण कलेक्टर सोमेश मिश्रा ने निरीक्षण कर प्रगति का जायजा लिया। यह निर्माण कार्य कटरा से बिंझिया तक पार्ट-एन एवं बजरंग चौराहा से पड़ाव चौराहा तक लगभग 14.90 किलोमीटर लंबाई में किया जा रहा है। निरीक्षण के दौरान पीडब्ल्यूडी एसडीओ ने बताया कि इसमें अब तक करीब 10 किलोमीटर सड़क निर्माण कार्य पूर्ण हो चुका है, जबकि शेष कार्य तेजी से जारी है। इसमें सड़क सोल्डर को लेवल करने का कार्य भी शामिल है। कलेक्टर ने शेष कार्य को अगले 15 दिन के भीतर पूर्ण करने के निर्देश दिए। — [776, 1319, 965, 1560]
tender3-cell-tender-id: 2026_UAD_490151 — [780, 2125, 931, 2164]
story2-headline: वारासिवनी में भोजनालयों से 13 घरेलू गैस सिलेंडर हुए जब्त — [1188, 70, 1521, 135]
tender-pondi — [767, 1663, 1140, 1901]
tender3-th-5: अंतिम तिथि — [1407, 2063, 1523, 2103]
tender2-sign: निवेदक- सरपंच- श्री भूपेन्द्र हुड़केर, सचिव- श्री चमन सोनवाने एवं रोजगार सहायक व समस्त पंचगण, ग्राम पंचायत रजेगांव, जप. किरनापुर — [1153, 1857, 1532, 1889]
story1-neg-col2: तकनीकी अधिकारियों की लापरवाही सामने आई है। — [994, 551, 1157, 582]
tender3-address: नगर पालिका चौराहा, एन.एच.7 मार्ग, जिला-सिवनी (म.प्र.) 480661 — [970, 1946, 1297, 1961]
tender-seoni — [733, 1910, 1534, 2352]
tender3-ref-date: सिवनी दिनांक 13/03/2026 — [1392, 1985, 1522, 1999]
story1-mobile: मो.नं. 9425842997 — [209, 249, 301, 262]
